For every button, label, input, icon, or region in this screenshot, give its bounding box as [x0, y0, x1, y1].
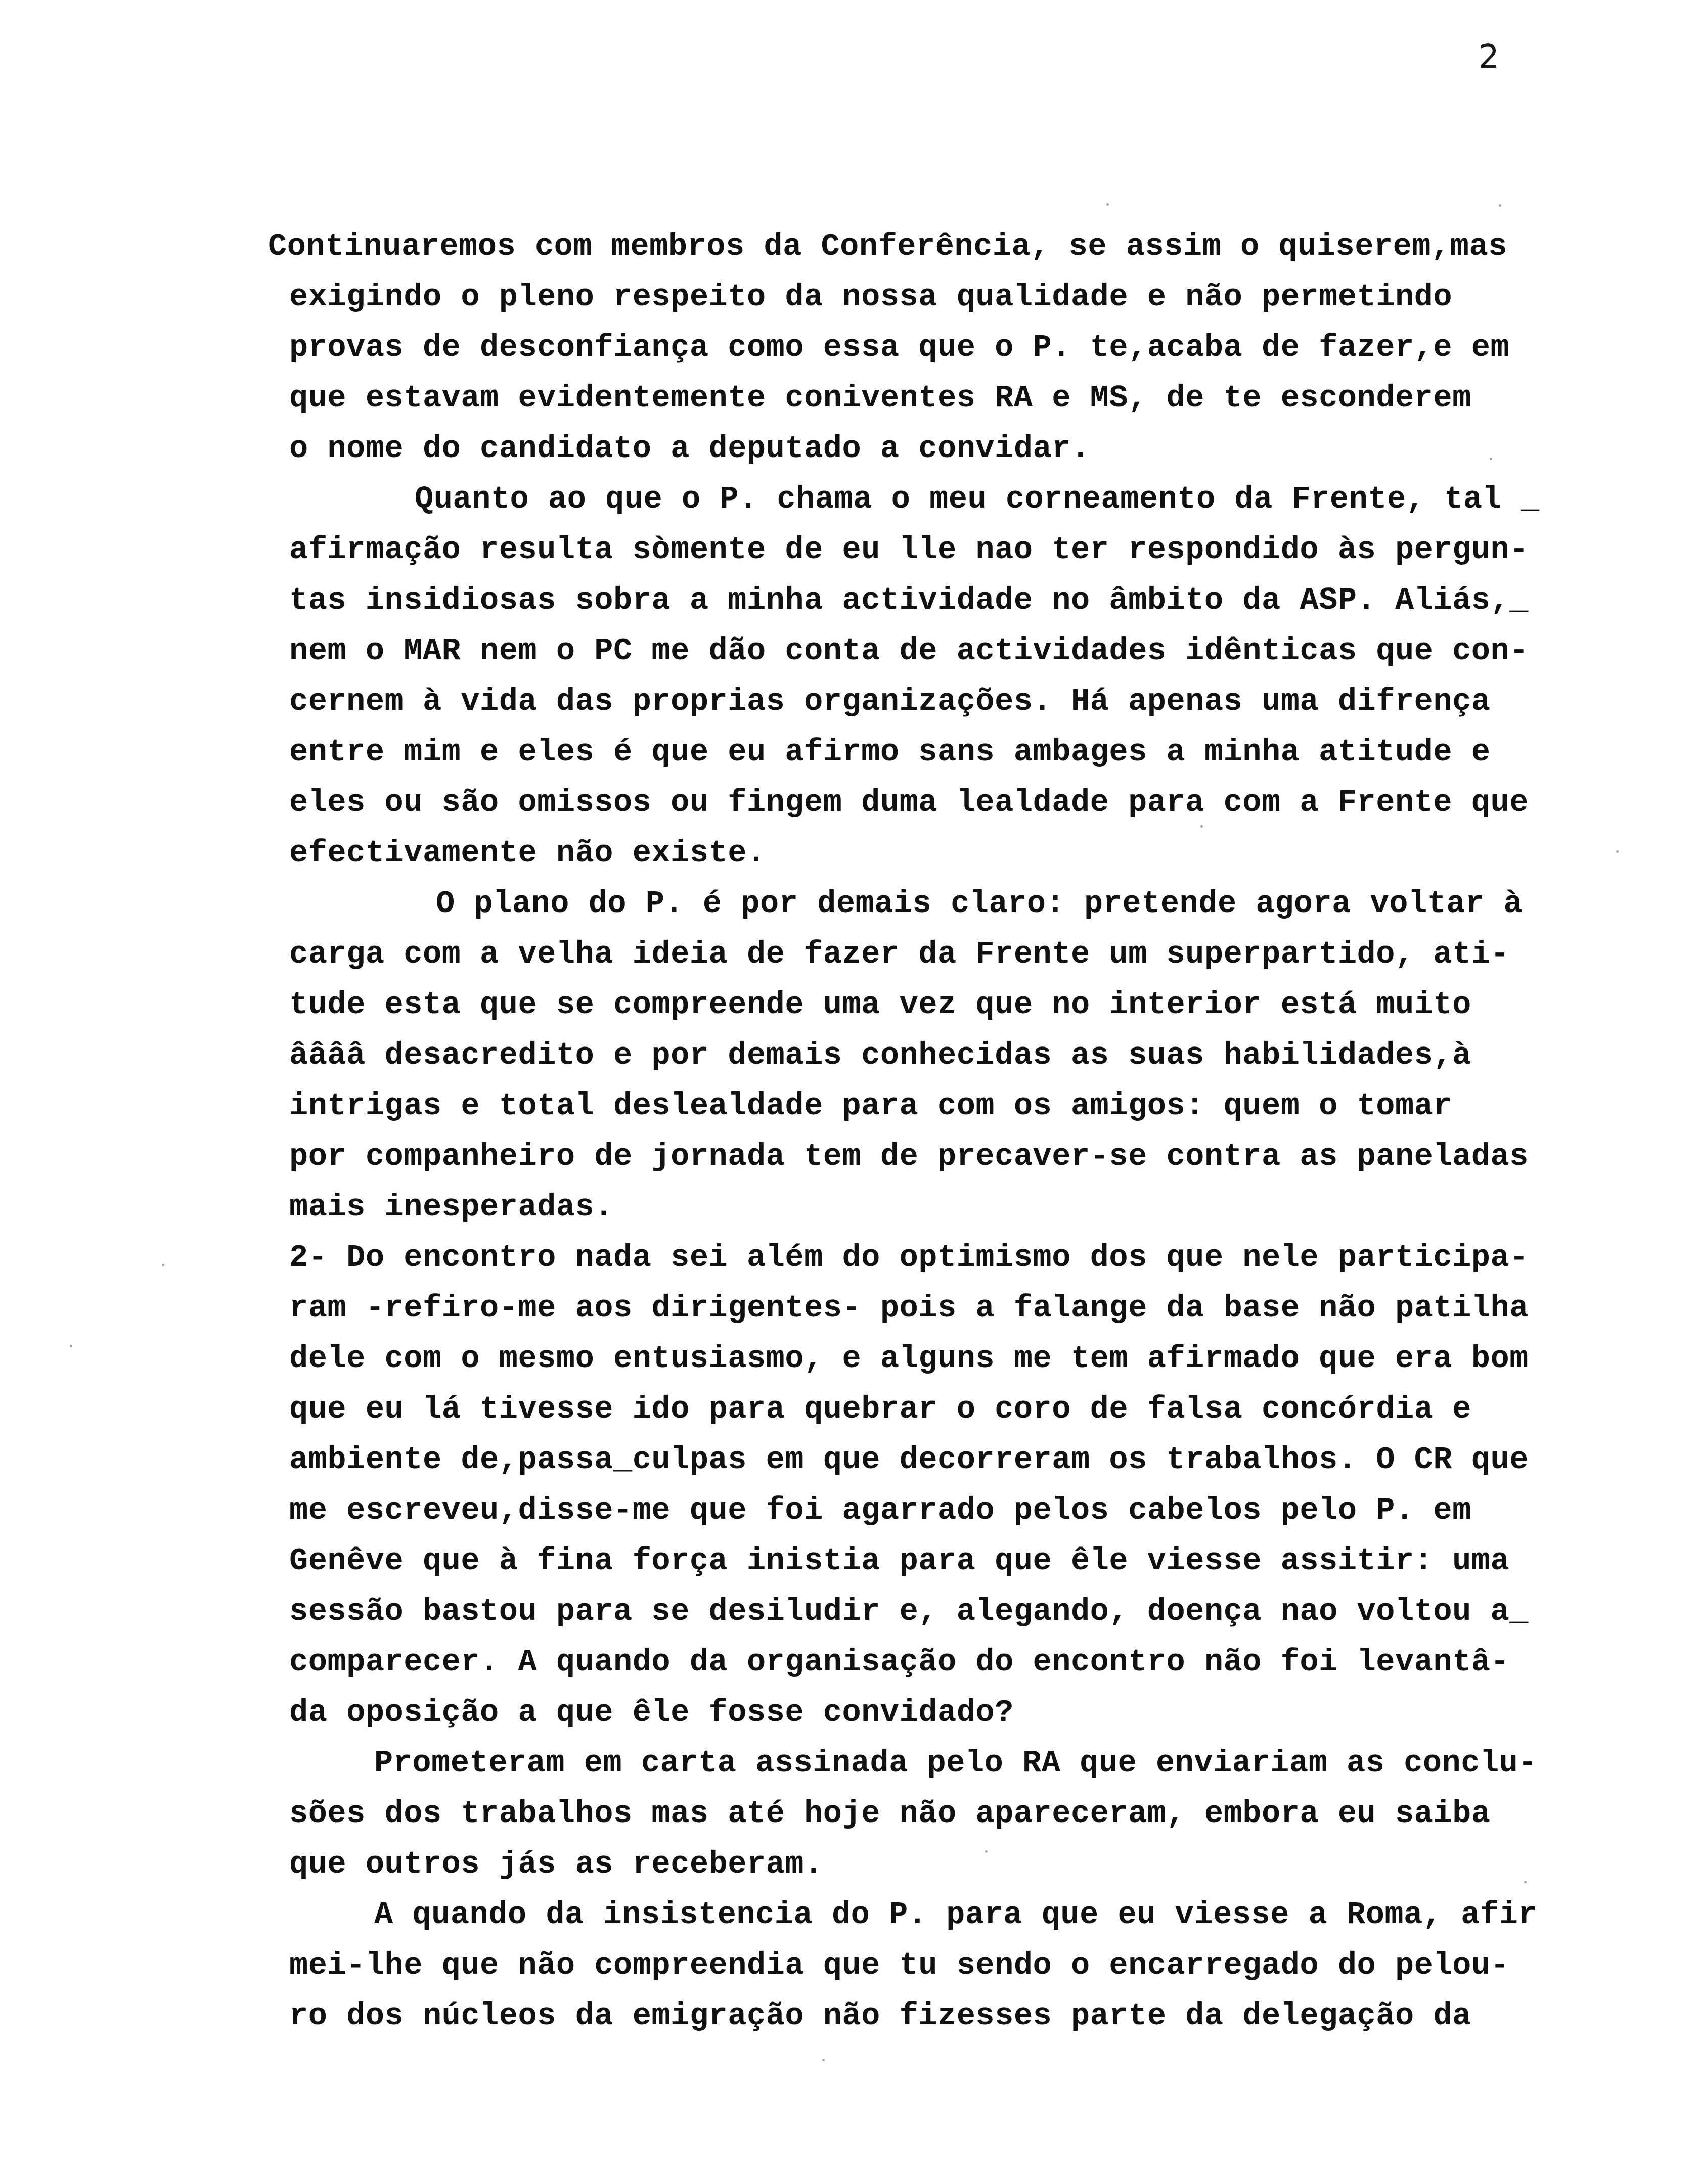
paper-speck: [1499, 204, 1501, 207]
text-line: intrigas e total deslealdade para com os amigos: quem o tomar: [289, 1088, 1453, 1124]
text-line: sões dos trabalhos mas até hoje não apareceram, embora eu saiba: [289, 1796, 1491, 1832]
text-line: sessão bastou para se desiludir e, alegando, doença nao voltou a_: [289, 1594, 1529, 1629]
text-line: Prometeram em carta assinada pelo RA que enviariam as conclu-: [374, 1745, 1538, 1781]
text-line: nem o MAR nem o PC me dão conta de actividades idênticas que con-: [289, 633, 1529, 669]
text-line: tude esta que se compreende uma vez que no interior está muito: [289, 987, 1471, 1023]
text-line: dele com o mesmo entusiasmo, e alguns me tem afirmado que era bom: [289, 1341, 1529, 1377]
text-line: Continuaremos com membros da Conferência, se assim o quiserem,mas: [268, 229, 1507, 264]
text-line: Genêve que à fina força inistia para que êle viesse assitir: uma: [289, 1543, 1510, 1579]
paper-speck: [1616, 850, 1619, 853]
text-line: me escreveu,disse-me que foi agarrado pelos cabelos pelo P. em: [289, 1492, 1471, 1528]
text-line: que estavam evidentemente coniventes RA e MS, de te esconderem: [289, 380, 1471, 416]
text-line: Quanto ao que o P. chama o meu corneamento da Frente, tal _: [415, 481, 1540, 517]
text-line: ram -refiro-me aos dirigentes- pois a falange da base não patilha: [289, 1290, 1529, 1326]
text-line: mei-lhe que não compreendia que tu sendo o encarregado do pelou-: [289, 1947, 1510, 1983]
text-line: cernem à vida das proprias organizações. Há apenas uma difrença: [289, 684, 1491, 719]
text-line: da oposição a que êle fosse convidado?: [289, 1695, 1014, 1731]
text-line: o nome do candidato a deputado a convidar.: [289, 431, 1090, 467]
text-line: exigindo o pleno respeito da nossa qualidade e não permetindo: [289, 279, 1453, 315]
paper-speck: [1490, 458, 1492, 460]
text-line: carga com a velha ideia de fazer da Frente um superpartido, ati-: [289, 936, 1510, 972]
paper-speck: [162, 1264, 164, 1266]
text-line: por companheiro de jornada tem de precaver-se contra as paneladas: [289, 1139, 1529, 1174]
text-line: que outros jás as receberam.: [289, 1846, 823, 1882]
text-line: O plano do P. é por demais claro: pretende agora voltar à: [436, 886, 1523, 922]
text-line: que eu lá tivesse ido para quebrar o coro de falsa concórdia e: [289, 1391, 1471, 1427]
text-line: ro dos núcleos da emigração não fizesses parte da delegação da: [289, 1998, 1471, 2034]
text-line: mais inesperadas.: [289, 1189, 614, 1225]
paper-speck: [1200, 825, 1203, 828]
page-number: 2: [1479, 38, 1499, 76]
paper-speck: [985, 1850, 988, 1853]
paper-speck: [1106, 203, 1109, 206]
text-line: tas insidiosas sobra a minha actividade no âmbito da ASP. Aliás,_: [289, 582, 1529, 618]
text-line: comparecer. A quando da organisação do encontro não foi levantâ-: [289, 1644, 1510, 1680]
text-line: ambiente de,passa_culpas em que decorreram os trabalhos. O CR que: [289, 1442, 1529, 1478]
text-line: entre mim e eles é que eu afirmo sans ambages a minha atitude e: [289, 734, 1491, 770]
text-line: A quando da insistencia do P. para que eu viesse a Roma, afir: [374, 1897, 1538, 1933]
text-line: 2- Do encontro nada sei além do optimismo dos que nele participa-: [289, 1240, 1529, 1276]
paper-speck: [822, 2059, 825, 2061]
paper-speck: [70, 1345, 72, 1347]
text-line: afirmação resulta sòmente de eu lle nao ter respondido às pergun-: [289, 532, 1529, 568]
text-line: efectivamente não existe.: [289, 835, 766, 871]
paper-speck: [1524, 1881, 1527, 1883]
text-line: eles ou são omissos ou fingem duma lealdade para com a Frente que: [289, 785, 1529, 821]
text-line: ââââ desacredito e por demais conhecidas as suas habilidades,à: [289, 1037, 1471, 1073]
text-line: provas de desconfiança como essa que o P. te,acaba de fazer,e em: [289, 330, 1510, 366]
